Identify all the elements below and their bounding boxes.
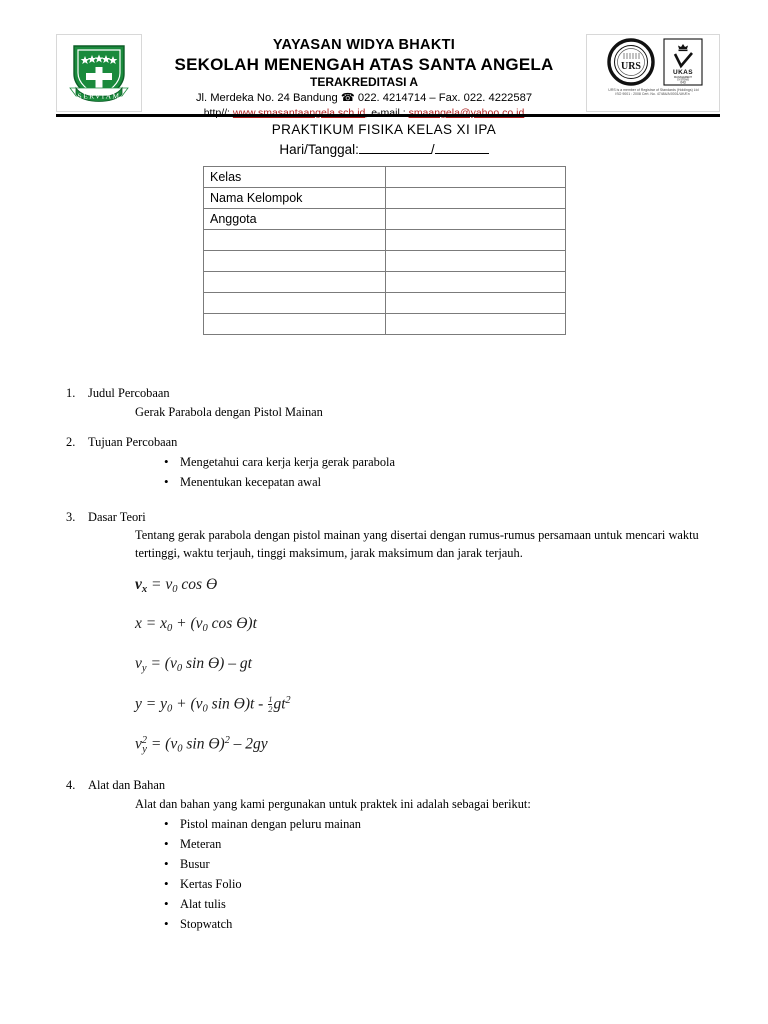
list-item: • Pistol mainan dengan peluru mainan (0, 814, 768, 834)
fraction-one-half: $\frac{1}{2}$ (268, 694, 273, 714)
school-name: SEKOLAH MENENGAH ATAS SANTA ANGELA (174, 55, 554, 75)
ukas-accreditation-icon (663, 38, 703, 86)
section-3-number: 3. (66, 510, 76, 525)
cert-fine-line-1: URS is a member of Registrar of Standards (Holdings) Ltd (607, 88, 699, 93)
section-4-heading-row (0, 776, 768, 795)
row-label-blank-1[interactable] (204, 230, 386, 251)
shield-icon (64, 40, 134, 106)
list-item: • Stopwatch (0, 914, 768, 934)
document-title-block (0, 120, 768, 159)
certification-logos (586, 34, 720, 112)
row-label-blank-3[interactable] (204, 272, 386, 293)
letterhead (56, 34, 720, 112)
urs-seal-text: URS (620, 61, 641, 72)
row-value-kelas[interactable] (386, 167, 566, 188)
section-1-text: Gerak Parabola dengan Pistol Mainan (135, 404, 323, 419)
formula-vy: $v_y = (v_0$ sin ϴ) – gt (135, 654, 252, 674)
section-2-bullet-list (0, 452, 768, 492)
section-4-intro-text: Alat dan bahan yang kami pergunakan untuk praktek ini adalah sebagai berikut: (135, 796, 531, 811)
header-divider (56, 114, 720, 117)
row-value-blank-1[interactable] (386, 230, 566, 251)
section-2-number: 2. (66, 435, 76, 450)
formula-y: $y = y_0 + (v_0$ sin ϴ)t - $\frac{1}{2}$ $gt^2$ (135, 694, 291, 715)
list-item: • Menentukan kecepatan awal (0, 472, 768, 492)
section-judul-percobaan (0, 384, 768, 421)
section-4-heading: Alat dan Bahan (88, 778, 166, 793)
section-2-heading: Tujuan Percobaan (88, 435, 178, 450)
row-label-kelas: Kelas (204, 167, 386, 188)
letterhead-text-block (142, 34, 586, 112)
table-row (204, 188, 566, 209)
address-line: Jl. Merdeka No. 24 Bandung ☎ 022. 4214714 – Fax. 022. 4222587 (195, 91, 533, 104)
date-field-row: Hari/Tanggal: / (0, 140, 768, 160)
table-row (204, 314, 566, 335)
date-blank-month[interactable] (435, 153, 489, 154)
list-item: • Meteran (0, 834, 768, 854)
ukas-label: UKAS (672, 69, 693, 76)
section-alat-dan-bahan (0, 776, 768, 934)
section-3-heading: Dasar Teori (88, 510, 146, 525)
table-row (204, 209, 566, 230)
list-item: • Mengetahui cara kerja kerja gerak parabola (0, 452, 768, 472)
row-value-anggota[interactable] (386, 209, 566, 230)
row-value-blank-4[interactable] (386, 293, 566, 314)
ukas-sublabel: MANAGEMENT (673, 75, 692, 79)
section-3-paragraph: Tentang gerak parabola dengan pistol mainan yang disertai dengan rumus-rumus persamaan untuk mencari waktu tertinggi, waktu terjauh, tinggi maksimum, jarak maksimum dan jarak terjauh. (135, 527, 699, 560)
section-1-heading: Judul Percobaan (88, 386, 170, 400)
table-row (204, 293, 566, 314)
row-label-nama-kelompok: Nama Kelompok (204, 188, 386, 209)
section-2-heading-row (0, 433, 768, 452)
formula-vx: $v_x = v_0$ cos ϴ (135, 575, 218, 595)
list-item: • Busur (0, 854, 768, 874)
row-value-blank-2[interactable] (386, 251, 566, 272)
row-label-anggota: Anggota (204, 209, 386, 230)
section-1-heading-row (0, 384, 768, 403)
row-value-blank-3[interactable] (386, 272, 566, 293)
formula-block (0, 563, 768, 756)
row-value-blank-5[interactable] (386, 314, 566, 335)
urs-seal-icon (604, 38, 658, 86)
list-item: • Kertas Folio (0, 874, 768, 894)
row-label-blank-4[interactable] (204, 293, 386, 314)
accreditation-status: TERAKREDITASI A (310, 75, 418, 90)
cert-fine-line-2: ISO 9001 : 2008 Cert. No. 47484/A/0001/UK/En (615, 92, 691, 97)
list-item: • Alat tulis (0, 894, 768, 914)
svg-text:SYSTEMS: SYSTEMS (676, 78, 689, 82)
school-crest-logo (56, 34, 142, 112)
table-row (204, 272, 566, 293)
document-body (0, 384, 768, 936)
group-info-table (203, 166, 566, 335)
date-blank-day[interactable] (359, 153, 431, 154)
crest-motto-text: SERVIAM (77, 91, 121, 101)
table-body (204, 167, 566, 335)
table-row (204, 230, 566, 251)
row-label-blank-2[interactable] (204, 251, 386, 272)
formula-x: $x = x_0 + (v_0$ cos ϴ)t (135, 615, 257, 635)
page-title: PRAKTIKUM FISIKA KELAS XI IPA (271, 122, 497, 137)
section-4-bullet-list (0, 814, 768, 935)
row-value-nama-kelompok[interactable] (386, 188, 566, 209)
cert-marks-row (604, 38, 703, 86)
section-dasar-teori (0, 508, 768, 755)
date-label: Hari/Tanggal: (279, 141, 359, 157)
table-row (204, 251, 566, 272)
section-tujuan-percobaan (0, 433, 768, 492)
spacer (0, 494, 768, 508)
ukas-number: 043 (679, 80, 686, 85)
section-1-number: 1. (66, 386, 76, 400)
table-row (204, 167, 566, 188)
spacer (0, 423, 768, 433)
organization-name: YAYASAN WIDYA BHAKTI (272, 37, 456, 53)
section-3-heading-row (0, 508, 768, 527)
row-label-blank-5[interactable] (204, 314, 386, 335)
section-4-number: 4. (66, 778, 76, 793)
formula-vy-squared: $v^2_y = (v_0$ sin ϴ)$^2$ – 2gy (135, 735, 268, 755)
